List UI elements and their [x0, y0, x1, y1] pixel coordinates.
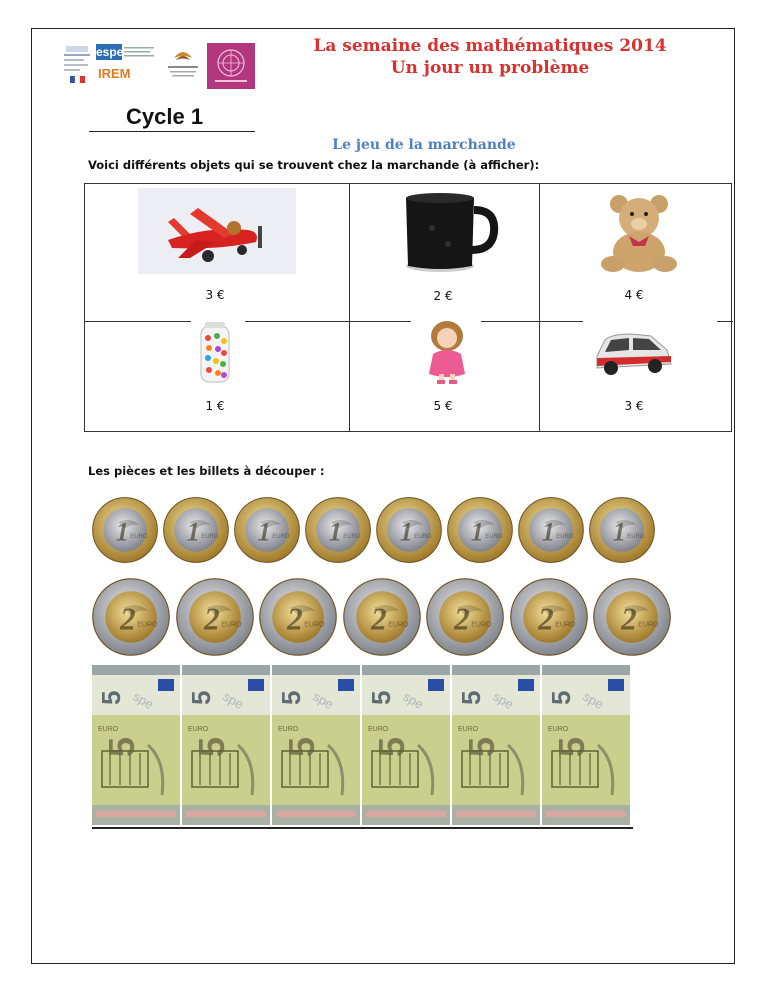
- one-euro-coin: [589, 497, 655, 563]
- svg-text:EURO: EURO: [220, 621, 241, 629]
- svg-text:2: 2: [454, 601, 470, 637]
- two-euro-coin: [343, 578, 421, 656]
- svg-text:EURO: EURO: [458, 726, 479, 733]
- svg-text:EURO: EURO: [304, 621, 325, 629]
- svg-text:spe: spe: [220, 688, 247, 713]
- svg-text:EURO: EURO: [387, 621, 408, 629]
- svg-text:5: 5: [456, 690, 486, 705]
- candy-jar-icon: [197, 322, 233, 384]
- cutout-label: Les pièces et les billets à découper :: [88, 464, 325, 478]
- svg-text:2: 2: [370, 601, 387, 637]
- svg-text:5: 5: [96, 690, 126, 705]
- svg-text:5: 5: [551, 736, 592, 757]
- svg-text:EURO: EURO: [556, 533, 574, 540]
- page-title: La semaine des mathématiques 2014: [313, 36, 667, 56]
- airplane-icon: [138, 188, 296, 274]
- svg-text:1: 1: [541, 516, 555, 547]
- svg-text:EURO: EURO: [471, 621, 492, 629]
- svg-text:EURO: EURO: [554, 621, 575, 629]
- one-euro-coin: [163, 497, 229, 563]
- svg-text:1: 1: [186, 516, 200, 547]
- svg-text:1: 1: [328, 516, 342, 547]
- svg-text:EURO: EURO: [548, 726, 569, 733]
- one-euro-coin: [305, 497, 371, 563]
- svg-text:5: 5: [186, 690, 216, 705]
- svg-text:EURO: EURO: [278, 726, 299, 733]
- price-label: 3 €: [205, 288, 225, 302]
- svg-text:1: 1: [612, 516, 626, 547]
- svg-text:EURO: EURO: [414, 533, 432, 540]
- svg-text:EURO: EURO: [201, 533, 219, 540]
- svg-text:EURO: EURO: [638, 621, 659, 629]
- svg-text:5: 5: [461, 736, 502, 757]
- five-euro-note: [182, 665, 270, 825]
- svg-text:5: 5: [276, 690, 306, 705]
- svg-text:5: 5: [101, 736, 142, 757]
- one-euro-coin: [234, 497, 300, 563]
- doll-icon: [417, 320, 477, 386]
- svg-text:5: 5: [546, 690, 576, 705]
- five-euro-note: [542, 665, 630, 825]
- five-euro-note: [362, 665, 450, 825]
- semaine-maths-logo: [207, 43, 255, 89]
- two-euro-coin: [259, 578, 337, 656]
- grid-divider: [539, 184, 540, 431]
- cycle-heading: Cycle 1: [126, 104, 204, 129]
- two-euro-coin: [593, 578, 671, 656]
- svg-text:spe: spe: [310, 688, 337, 713]
- two-euro-coin: [176, 578, 254, 656]
- five-euro-note: [92, 665, 180, 825]
- one-euro-coin: [518, 497, 584, 563]
- svg-text:spe: spe: [580, 688, 607, 713]
- two-euro-coin: [510, 578, 588, 656]
- svg-text:EURO: EURO: [485, 533, 503, 540]
- svg-text:2: 2: [287, 601, 303, 637]
- two-euro-coin: [92, 578, 170, 656]
- teddy-bear-icon: [591, 192, 687, 274]
- activity-title: Le jeu de la marchande: [332, 137, 516, 153]
- five-euro-note: [452, 665, 540, 825]
- svg-text:EURO: EURO: [98, 726, 119, 733]
- svg-text:5: 5: [371, 736, 412, 757]
- price-label: 1 €: [205, 399, 225, 413]
- espe-irem-logo: espe IREM: [96, 44, 160, 88]
- one-euro-coin: [92, 497, 158, 563]
- grid-divider: [717, 321, 733, 322]
- svg-text:EURO: EURO: [137, 621, 158, 629]
- toy-car-icon: [591, 326, 675, 380]
- svg-text:1: 1: [470, 516, 484, 547]
- university-logo: [164, 46, 202, 82]
- svg-text:EURO: EURO: [343, 533, 361, 540]
- svg-text:2: 2: [120, 601, 136, 637]
- grid-divider: [349, 184, 350, 431]
- five-euro-note: [272, 665, 360, 825]
- svg-text:EURO: EURO: [627, 533, 645, 540]
- svg-text:1: 1: [115, 516, 129, 547]
- cycle-underline: [89, 131, 255, 132]
- price-label: 5 €: [433, 399, 453, 413]
- svg-text:spe: spe: [130, 688, 157, 713]
- svg-text:spe: spe: [400, 688, 427, 713]
- page-subtitle-line: Un jour un problème: [390, 58, 590, 78]
- svg-text:2: 2: [621, 601, 637, 637]
- mug-icon: [392, 188, 504, 276]
- svg-text:1: 1: [399, 516, 413, 547]
- svg-text:5: 5: [191, 736, 232, 757]
- two-euro-coin: [426, 578, 504, 656]
- academie-logo: [62, 44, 92, 86]
- one-euro-coin: [376, 497, 442, 563]
- grid-divider: [85, 321, 191, 322]
- svg-text:5: 5: [366, 690, 396, 705]
- svg-text:5: 5: [281, 736, 322, 757]
- price-label: 3 €: [624, 399, 644, 413]
- svg-text:2: 2: [203, 601, 220, 637]
- price-label: 2 €: [433, 289, 453, 303]
- one-euro-coin: [447, 497, 513, 563]
- cut-line: [92, 827, 633, 829]
- svg-text:EURO: EURO: [272, 533, 290, 540]
- svg-text:EURO: EURO: [130, 533, 148, 540]
- objects-table: [84, 183, 732, 432]
- grid-divider: [245, 321, 411, 322]
- svg-text:EURO: EURO: [188, 726, 209, 733]
- svg-text:1: 1: [257, 516, 271, 547]
- svg-text:2: 2: [537, 601, 554, 637]
- svg-text:EURO: EURO: [368, 726, 389, 733]
- intro-text: Voici différents objets qui se trouvent chez la marchande (à afficher):: [88, 158, 540, 172]
- svg-text:spe: spe: [490, 688, 517, 713]
- price-label: 4 €: [624, 288, 644, 302]
- grid-divider: [481, 321, 583, 322]
